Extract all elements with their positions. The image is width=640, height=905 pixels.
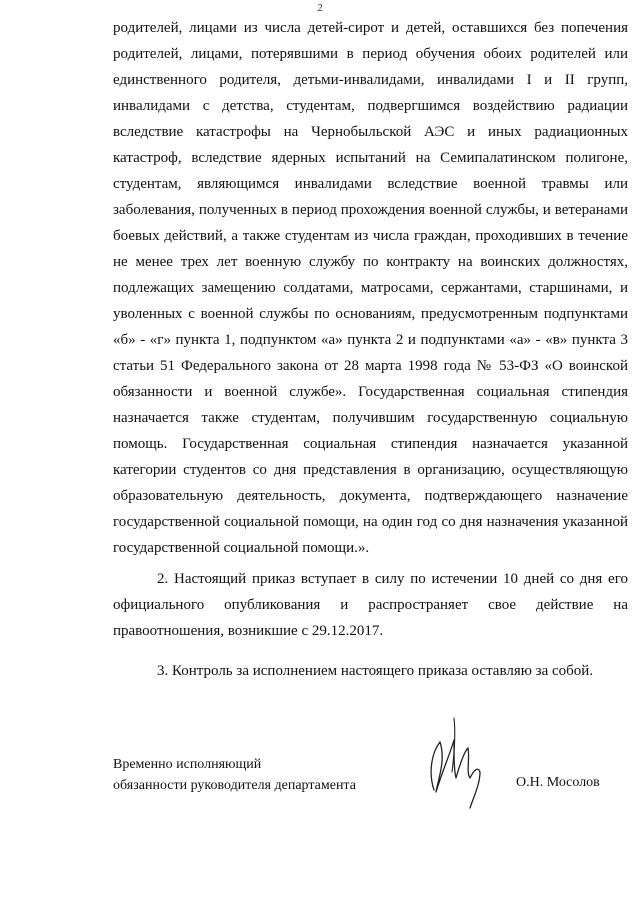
signer-position-line1: Временно исполняющий	[113, 757, 262, 772]
handwritten-signature	[424, 712, 488, 818]
page-number: 2	[317, 2, 323, 14]
signer-position-line2: обязанности руководителя департамента	[113, 778, 356, 793]
document-body	[113, 15, 628, 684]
signer-name: О.Н. Мосолов	[516, 775, 600, 790]
paragraph-continuation: родителей, лицами из числа детей-сирот и детей, оставшихся без попечения родителей, лицами, потерявшими в период обучения обоих родителей или единственного родителя, детьми-инвалидами, инвалидами I и II групп, инвалидами с детства, студентам, подвергшимся воздействию радиации вследствие катастрофы на Чернобыльской АЭС и иных радиационных катастроф, вследствие ядерных испытаний на Семипалатинском полигоне, студентам, являющимся инвалидами вследствие военной травмы или заболевания, полученных в период прохождения военной службы, и ветеранами боевых действий, а также студентам из числа граждан, проходивших в течение не менее трех лет военную службу по контракту на воинских должностях, подлежащих замещению солдатами, матросами, сержантами, старшинами, и уволенных с военной службы по основаниям, предусмотренным подпунктами «б» - «г» пункта 1, подпунктом «а» пункта 2 и подпунктами «а» - «в» пункта 3 статьи 51 Федерального закона от 28 марта 1998 года № 53-ФЗ «О воинской обязанности и военной службе». Государственная социальная стипендия назначается также студентам, получившим государственную социальную помощь. Государственная социальная стипендия назначается указанной категории студентов со дня представления в организацию, осуществляющую образовательную деятельность, документа, подтверждающего назначение государственной социальной помощи, на один год со дня назначения указанной государственной социальной помощи.».	[113, 20, 628, 556]
paragraph-item-2: 2. Настоящий приказ вступает в силу по истечении 10 дней со дня его официального опубликования и распространяет свое действие на правоотношения, возникшие с 29.12.2017.	[113, 571, 628, 639]
paragraph-item-3: 3. Контроль за исполнением настоящего приказа оставляю за собой.	[157, 663, 594, 679]
signer-position	[113, 754, 356, 796]
